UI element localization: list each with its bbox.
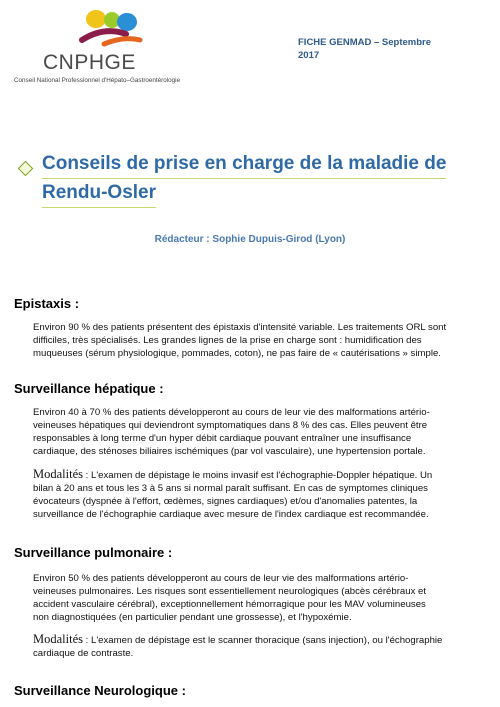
org-fullname: Conseil National Professionnel d'Hépato–Gastroentérologie (14, 77, 181, 84)
text-line: non diagnostiquées (en particulier pendant une grossesse), et l'hypoxémie. (33, 612, 352, 623)
text-line: cardiaque, des sténoses biliaires ischémiques (par vol vasculaire), une hypertension portale. (33, 446, 426, 457)
text-line: Environ 40 à 70 % des patients développeront au cours de leur vie des malformations artério- (33, 407, 430, 418)
cnphge-logo (14, 8, 204, 84)
text-line: évocateurs (dyspnée à l'effort, œdèmes, signes cardiaques) et/ou d'anomalies patentes, la (33, 496, 418, 507)
paragraph-epistaxis (33, 321, 485, 360)
paragraph-hepatique-modalites (33, 468, 485, 521)
text-line: responsables à long terme d'un hyper débit cardiaque pouvant entraîner une insuffisance (33, 433, 412, 444)
modalites-text: : L'examen de dépistage est le scanner thoracique (sans injection), ou l'échographie (83, 635, 443, 646)
text-line: Environ 50 % des patients développeront au cours de leur vie des malformations artério- (33, 573, 409, 584)
heading-neurologique: Surveillance Neurologique : (14, 683, 186, 698)
logo-swoosh-icon (74, 8, 154, 50)
text-line: accident vasculaire cérébral), exceptionnellement hémorragique pour les MAV volumineuses (33, 599, 426, 610)
heading-pulmonaire: Surveillance pulmonaire : (14, 545, 173, 560)
org-name: CNPHGE (43, 51, 136, 74)
fiche-label: FICHE GENMAD – Septembre 2017 (298, 37, 432, 61)
text-line: veineuses pulmonaires. Les risques sont essentiellement neurologiques (abcès cérébraux et (33, 586, 427, 597)
modalites-text: : L'examen de dépistage le moins invasif est l'échographie-Doppler hépatique. Un (83, 470, 433, 481)
text-line: muqueuses (sérum physiologique, pommades, coton), ne pas faire de « cautérisations » simple. (33, 348, 441, 359)
text-line (33, 633, 485, 647)
heading-epistaxis: Epistaxis : (14, 296, 80, 311)
paragraph-pulmonaire (33, 572, 485, 624)
text-line: cardiaque de contraste. (33, 648, 134, 659)
text-line: Environ 90 % des patients présentent des épistaxis d'intensité variable. Les traitements ORL sont (33, 322, 447, 333)
heading-hepatique: Surveillance hépatique : (14, 381, 164, 396)
text-line: difficiles, très spécialisés. Les grandes lignes de la prise en charge sont : humidification des (33, 335, 422, 346)
title-line-2: Rendu-Osler (42, 179, 156, 208)
text-line: surveillance de l'échographie cardiaque avec mesure de l'index cardiaque est recommandée. (33, 509, 429, 520)
title-line-1: Conseils de prise en charge de la maladie de (42, 150, 446, 179)
text-line: bilan à 20 ans et tous les 3 à 5 ans si normal paraît suffisant. En cas de symptomes cliniques (33, 483, 428, 494)
text-line: veineuses hépatiques qui deviendront symptomatiques dans 8 % des cas. Elles peuvent être (33, 420, 428, 431)
author-line: Rédacteur : Sophie Dupuis-Girod (Lyon) (154, 234, 346, 245)
diamond-bullet-icon (18, 161, 34, 177)
text-line (33, 468, 485, 482)
document-title (42, 150, 462, 208)
paragraph-hepatique (33, 406, 485, 458)
modalites-label: Modalités (33, 468, 83, 481)
modalites-label: Modalités (33, 633, 83, 646)
paragraph-pulmonaire-modalites (33, 633, 485, 660)
